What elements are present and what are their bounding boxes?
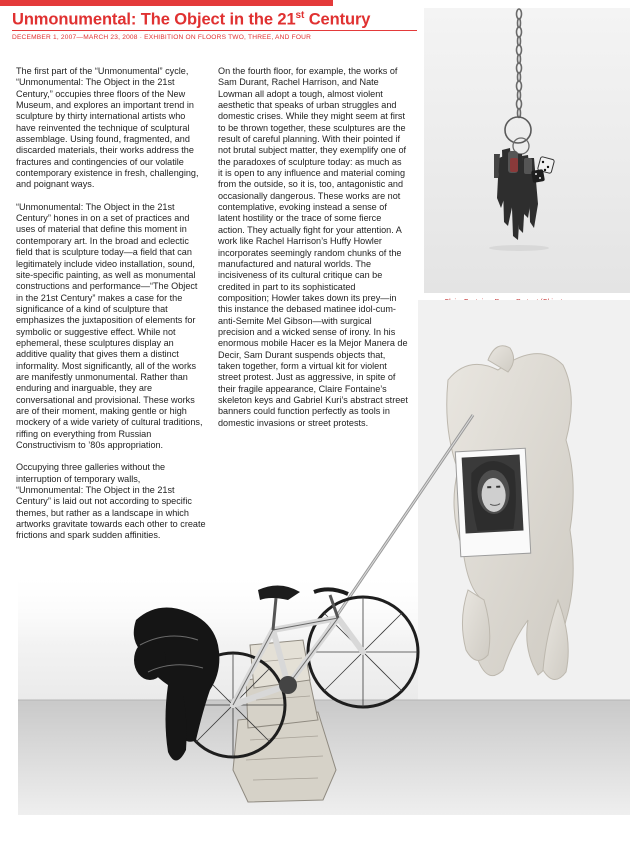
- huffy-howler-artwork-photo: [18, 300, 630, 815]
- keys-artwork-photo: [424, 8, 630, 293]
- title-rule: [12, 30, 417, 31]
- paragraph: “Unmonumental: The Object in the 21st Century” hones in on a set of practices and uses of material that define this moment in contemporary art. In the broad and eclectic field that is sculpture today—a field that can legitimately include video installation, sound, site-specific painting, as well as monumental constructions and performance—“The Object in the 21st Century” makes a case for the significance of a kind of sculpture that emphasizes the juxtaposition of elements for symbolic or suggestive effect. While not ephemeral, these sculptures display an additive quality that gives them a distinct informality. Most significantly, all of the works are manifestly unmonumental. Rather than enduring and inarguable, they are conversational and provisional. These works are of their moment, making gentle or high mockery of a wide variety of cultural traditions, riffing on everything from Russian Constructivism to ’80s appropriation.: [16, 201, 203, 450]
- paragraph: Occupying three galleries without the interruption of temporary walls, “Unmonumental: The Object in the 21st Century” is laid out not according to specific themes, but rather as a landscape in which artworks gravitate towards each other to create frictions and spark sudden affinities.: [16, 462, 206, 541]
- paragraph: On the fourth floor, for example, the works of Sam Durant, Rachel Harrison, and Nate Lowman all adopt a tough, almost violent aesthetic that speaks of urban struggles and domestic crises. While they might seem at first to be thrown together, these sculptures are the result of careful planning. With their pointed if not brutal subject matter, they exemplify one of the paradoxes of sculpture today: as much as it is open to any influence and material coming from the outside, so it is, too, antagonistic and occasionally dangerous. These works are not contemplative, evoking instead a sense of latent hostility or the trace of some fierce action. They actually fight for your attention. A work like Rachel Harrison’s Huffy Howler incorporates seemingly random chunks of the manufactured and natural worlds. The incisiveness of its cultural critique can be credited in part to its sophisticated composition; Howler takes down its prey—in this instance the debased matinee idol-cum-anti-Semite Mel Gibson—with surgical precision and a wicked sense of irony. In his enormous mobile Hacer es la Mejor Manera de Decir, Sam Durant suspends objects that, taken together, form a virtual kit for violent street protest. Just as aggressive, in spite of their fragile appearance, Claire Fontaine’s skeleton keys and Gabriel Kuri’s abstract street banners could function perfectly as tools in domestic invasions or street protests.: [218, 66, 408, 428]
- paragraph: The first part of the “Unmonumental” cycle, “Unmonumental: The Object in the 21st Century,” occupies three floors of the New Museum, and explores an important trend in sculpture by thirty international artists who have reinvented the technique of sculptural assemblage. Using found, fragmented, and discarded materials, their works address the fractures and contingencies of our volatile contemporary existence in fresh, challenging, and poignant ways.: [16, 66, 199, 190]
- page-title: Unmonumental: The Object in the 21st Century: [12, 10, 371, 29]
- header-accent-bar: [0, 0, 333, 6]
- exhibition-dates: DECEMBER 1, 2007—MARCH 23, 2008 · EXHIBITION ON FLOORS TWO, THREE, AND FOUR: [12, 34, 312, 41]
